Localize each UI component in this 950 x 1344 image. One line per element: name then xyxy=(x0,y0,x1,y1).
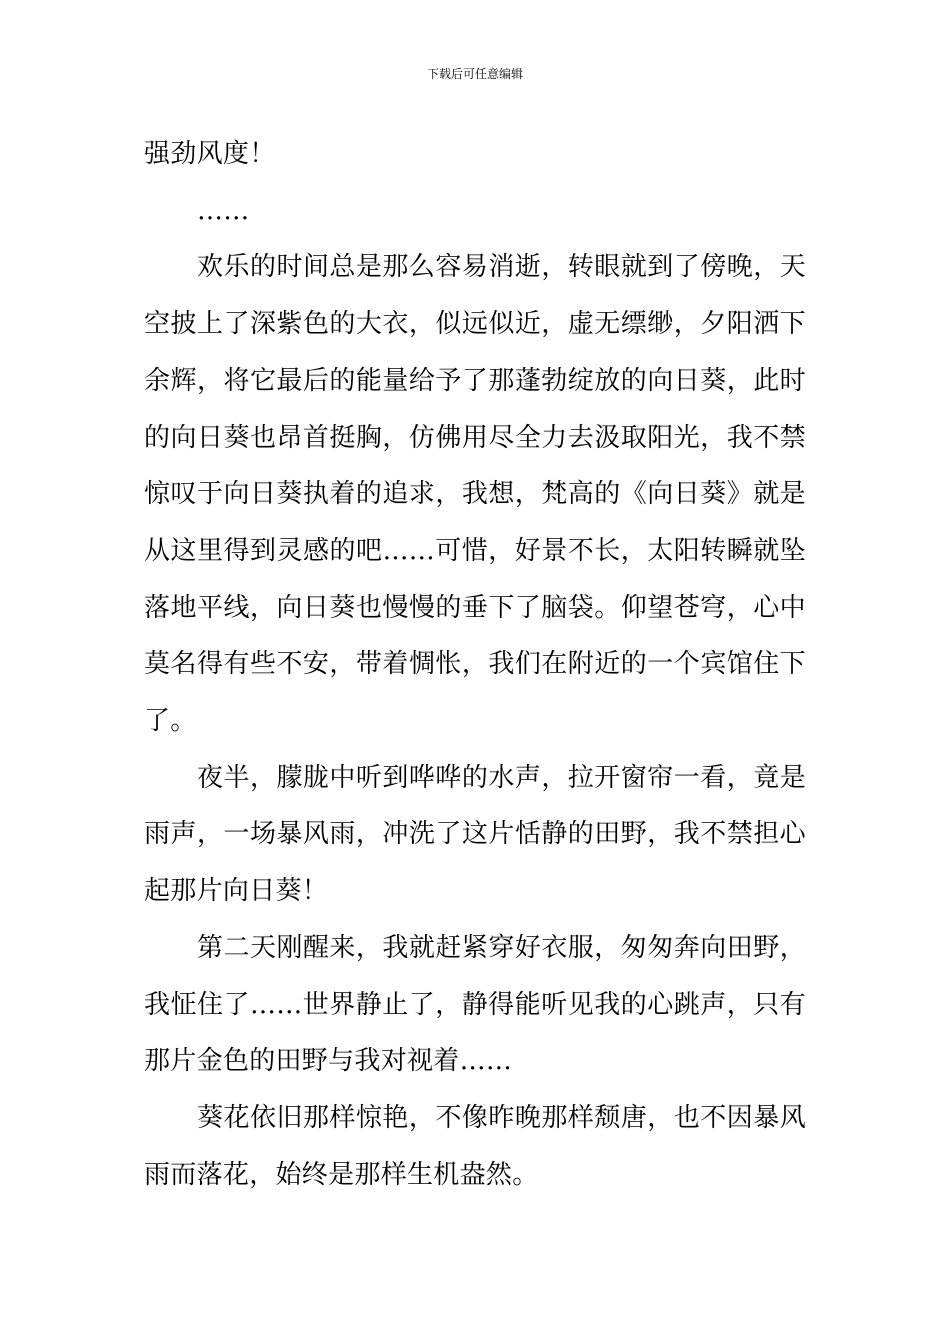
page-header: 下载后可任意编辑 xyxy=(426,67,523,81)
paragraph-2: …… xyxy=(197,195,250,226)
paragraph-6: 葵花依旧那样惊艳，不像昨晚那样颓唐，也不因暴风雨而落花，始终是那样生机盎然。 xyxy=(144,1102,806,1190)
paragraph-1: 强劲风度！ xyxy=(144,139,276,169)
paragraph-5: 第二天刚醒来，我就赶紧穿好衣服，匆匆奔向田野，我怔住了……世界静止了，静得能听见我的心跳声，只有那片金色的田野与我对视着…… xyxy=(144,932,806,1077)
paragraph-4: 夜半，朦胧中听到哗哗的水声，拉开窗帘一看，竟是雨声，一场暴风雨，冲洗了这片恬静的田野，我不禁担心起那片向日葵！ xyxy=(144,762,806,907)
paragraph-3: 欢乐的时间总是那么容易消逝，转眼就到了傍晚，天空披上了深紫色的大衣，似远似近，虚无缥缈，夕阳洒下余辉，将它最后的能量给予了那蓬勃绽放的向日葵，此时的向日葵也昂首挺胸，仿佛用尽全力去汲取阳光，我不禁惊叹于向日葵执着的追求，我想，梵高的《向日葵》就是从这里得到灵感的吧……可惜，好景不长，太阳转瞬就坠落地平线，向日葵也慢慢的垂下了脑袋。仰望苍穹，心中莫名得有些不安，带着惆怅，我们在附近的一个宾馆住下了。 xyxy=(144,252,806,737)
document-body xyxy=(144,126,806,1203)
